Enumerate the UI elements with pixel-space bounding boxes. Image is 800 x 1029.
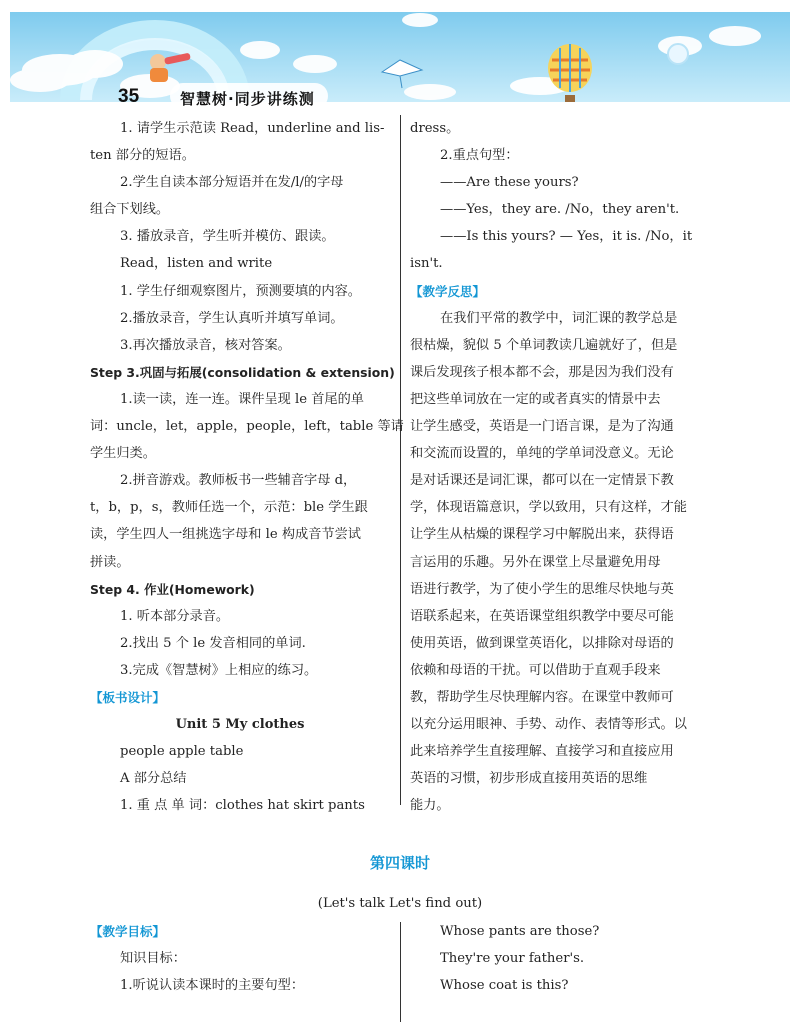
text-line: 此来培养学生直接理解、直接学习和直接应用 xyxy=(410,744,674,760)
text-line: 1. 请学生示范读 Read，underline and lis- xyxy=(120,121,385,136)
book-title: 智慧树·同步讲练测 xyxy=(180,90,315,108)
text-line: 拼读。 xyxy=(90,554,130,570)
text-line: dress。 xyxy=(410,121,460,136)
text-line: 学生归类。 xyxy=(90,446,156,462)
teaching-goals-tag: 【教学目标】 xyxy=(90,924,166,939)
lesson-subtitle: (Let's talk Let's find out) xyxy=(317,896,483,911)
text-line: 以充分运用眼神、手势、动作、表情等形式。以 xyxy=(410,717,687,733)
text-line: 读，学生四人一组挑选字母和 le 构成音节尝试 xyxy=(90,527,361,543)
text-line: 语进行教学，为了使小学生的思维尽快地与英 xyxy=(410,581,674,597)
text-line: They're your father's. xyxy=(440,951,585,967)
text-line: 2.学生自读本部分短语并在发/l/的字母 xyxy=(120,175,344,191)
text-line: Whose coat is this? xyxy=(440,978,569,994)
text-line: 3.完成《智慧树》上相应的练习。 xyxy=(120,662,318,678)
column-divider xyxy=(400,115,401,805)
step-3-heading: Step 3.巩固与拓展(consolidation & extension) xyxy=(90,364,395,380)
bottom-left-column xyxy=(90,918,390,999)
text-line: 1. 重 点 单 词：clothes hat skirt pants xyxy=(120,798,365,814)
text-line: ten 部分的短语。 xyxy=(90,148,195,164)
text-line: 2.重点句型： xyxy=(440,148,519,164)
header-banner xyxy=(0,0,800,118)
text-line: ——Is this yours? — Yes，it is. /No，it xyxy=(440,229,693,245)
lesson-title: 第四课时 xyxy=(369,854,430,872)
text-line: 2.拼音游戏。教师板书一些辅音字母 d， xyxy=(120,473,357,489)
text-line: 很枯燥，貌似 5 个单词教读几遍就好了，但是 xyxy=(410,337,678,353)
text-line: 是对话课还是词汇课，都可以在一定情景下教 xyxy=(410,473,674,489)
text-line: 语联系起来，在英语课堂组织教学中要尽可能 xyxy=(410,608,674,624)
column-divider-bottom xyxy=(400,922,401,1022)
text-line: 1.听说认读本课时的主要句型： xyxy=(120,978,305,994)
text-line: 把这些单词放在一定的或者真实的情景中去 xyxy=(410,391,661,407)
text-line: A 部分总结 xyxy=(120,771,187,787)
text-line: 2.找出 5 个 le 发音相同的单词. xyxy=(120,635,306,651)
text-line: Whose pants are those? xyxy=(440,924,600,939)
text-line: 让学生感受，英语是一门语言课，是为了沟通 xyxy=(410,419,674,435)
text-line: 组合下划线。 xyxy=(90,202,170,218)
text-line: 能力。 xyxy=(410,798,450,814)
bottom-right-column xyxy=(410,918,710,999)
text-line: 1.读一读，连一连。课件呈现 le 首尾的单 xyxy=(120,391,364,407)
text-line: 学，体现语篇意识，学以致用，只有这样，才能 xyxy=(410,500,687,516)
text-line: 在我们平常的教学中，词汇课的教学总是 xyxy=(440,310,678,326)
text-line: 知识目标： xyxy=(120,951,186,967)
text-line: 教，帮助学生尽快理解内容。在课堂中教师可 xyxy=(410,689,674,705)
text-line: ——Yes，they are. /No，they aren't. xyxy=(440,202,680,218)
reflection-tag: 【教学反思】 xyxy=(410,283,486,299)
text-line: 言运用的乐趣。另外在课堂上尽量避免用母 xyxy=(410,554,661,570)
left-column xyxy=(90,115,404,819)
text-line: ——Are these yours? xyxy=(440,175,579,191)
text-line: 课后发现孩子根本都不会，那是因为我们没有 xyxy=(410,364,674,380)
text-line: 1. 学生仔细观察图片，预测要填的内容。 xyxy=(120,283,361,299)
text-line: isn't. xyxy=(410,256,443,272)
text-line: 依赖和母语的干扰。可以借助于直观手段来 xyxy=(410,662,661,678)
text-line: t，b，p，s，教师任选一个，示范：ble 学生跟 xyxy=(90,500,368,516)
page-number: 35 xyxy=(118,86,140,107)
board-design-tag: 【板书设计】 xyxy=(90,689,166,705)
text-line: 1. 听本部分录音。 xyxy=(120,608,230,624)
text-line: 3. 播放录音，学生听并模仿、跟读。 xyxy=(120,229,335,245)
step-4-heading: Step 4. 作业(Homework) xyxy=(90,581,255,597)
unit-title: Unit 5 My clothes xyxy=(175,717,305,733)
text-line: people apple table xyxy=(120,744,244,760)
text-line: 和交流而设置的，单纯的学单词没意义。无论 xyxy=(410,446,674,462)
text-line: 英语的习惯，初步形成直接用英语的思维 xyxy=(410,771,648,787)
text-line: 使用英语，做到课堂英语化，以排除对母语的 xyxy=(410,635,674,651)
section-heading-read-listen-write: Read，listen and write xyxy=(120,256,273,272)
text-line: 3.再次播放录音，核对答案。 xyxy=(120,337,291,353)
right-column xyxy=(410,115,713,819)
text-line: 2.播放录音，学生认真听并填写单词。 xyxy=(120,310,344,326)
text-line: 让学生从枯燥的课程学习中解脱出来，获得语 xyxy=(410,527,674,543)
text-line: 词：uncle，let，apple，people，left，table 等请 xyxy=(90,419,404,435)
